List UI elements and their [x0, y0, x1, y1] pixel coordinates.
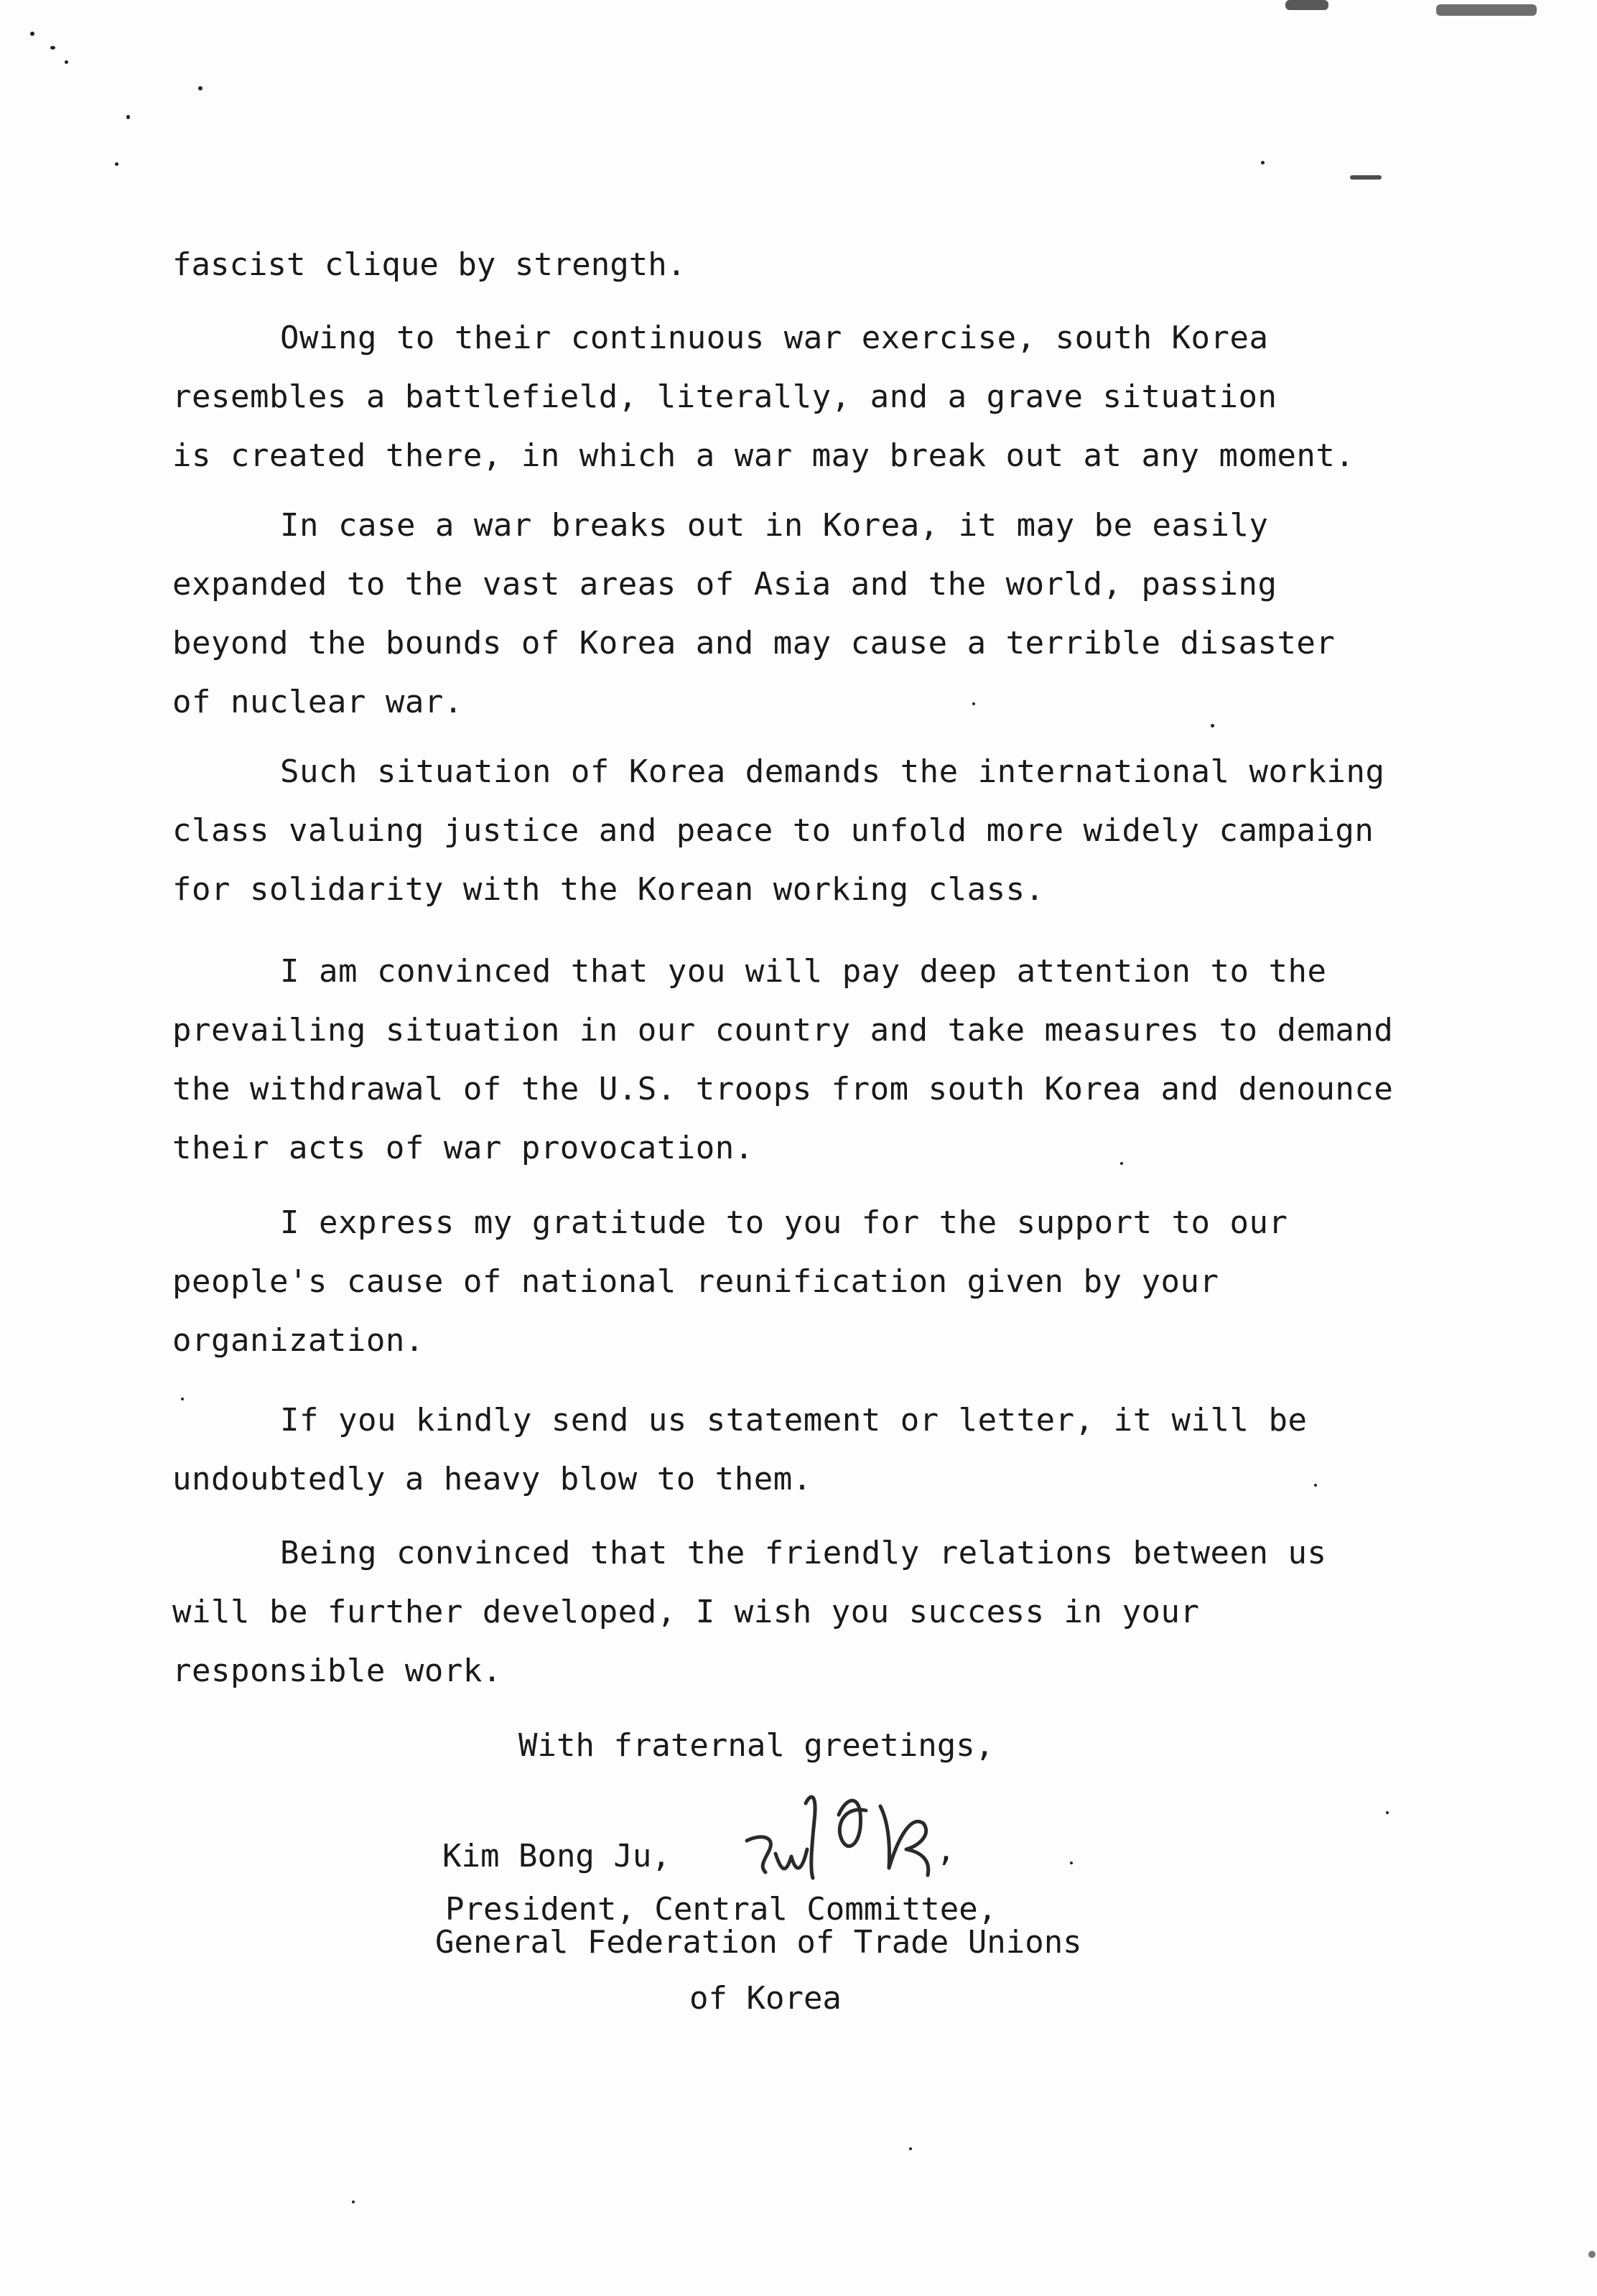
closing-greeting: With fraternal greetings, — [518, 1727, 995, 1764]
scan-speck — [909, 2147, 912, 2150]
scan-speck — [115, 162, 118, 166]
scan-speck — [1386, 1811, 1389, 1814]
scan-speck — [1070, 1862, 1073, 1864]
paragraph-war-exercise: Owing to their continuous war exercise, south Korea resembles a battlefield, literally, and a grave situation is created there, in which a war may break out at any moment. — [172, 320, 1355, 474]
paragraph-withdrawal: I am convinced that you will pay deep attention to the prevailing situation in our country and take measures to demand the withdrawal of the U.S. troops from south Korea and denounce their acts of war provocation. — [172, 953, 1394, 1166]
scan-speck — [1350, 175, 1382, 180]
scan-speck — [30, 32, 34, 36]
scan-speck — [1261, 161, 1265, 164]
scan-speck — [1436, 4, 1537, 16]
scan-speck — [352, 2200, 355, 2203]
signatory-title-line-1: President, Central Committee, — [445, 1891, 997, 1928]
signatory-title-line-2: General Federation of Trade Unions — [435, 1924, 1082, 1961]
scan-speck — [1285, 0, 1328, 10]
paragraph-statement-request: If you kindly send us statement or letter, it will be undoubtedly a heavy blow to them. — [172, 1402, 1308, 1497]
opening-fragment: fascist clique by strength. — [172, 246, 686, 283]
scan-speck — [65, 60, 68, 64]
signature-comma: , — [936, 1832, 956, 1869]
scan-speck — [50, 46, 55, 50]
paragraph-friendly-relations: Being convinced that the friendly relations between us will be further developed, I wish you success in your responsible work. — [172, 1535, 1327, 1689]
handwritten-signature — [740, 1777, 969, 1892]
scan-speck — [1588, 2251, 1596, 2258]
paragraph-nuclear-war: In case a war breaks out in Korea, it may be easily expanded to the vast areas of Asia and the world, passing beyond the bounds of Korea and may cause a terrible disaster of nuclear war. — [172, 507, 1336, 720]
scan-speck — [198, 86, 202, 90]
paragraph-solidarity: Such situation of Korea demands the international working class valuing justice and peace to unfold more widely campaign for solidarity with the Korean working class. — [172, 753, 1385, 908]
signatory-title-line-3: of Korea — [689, 1980, 842, 2017]
scan-speck — [126, 115, 130, 119]
signatory-name: Kim Bong Ju, — [442, 1838, 671, 1874]
paragraph-gratitude: I express my gratitude to you for the support to our people's cause of national reunification given by your organization. — [172, 1204, 1288, 1359]
